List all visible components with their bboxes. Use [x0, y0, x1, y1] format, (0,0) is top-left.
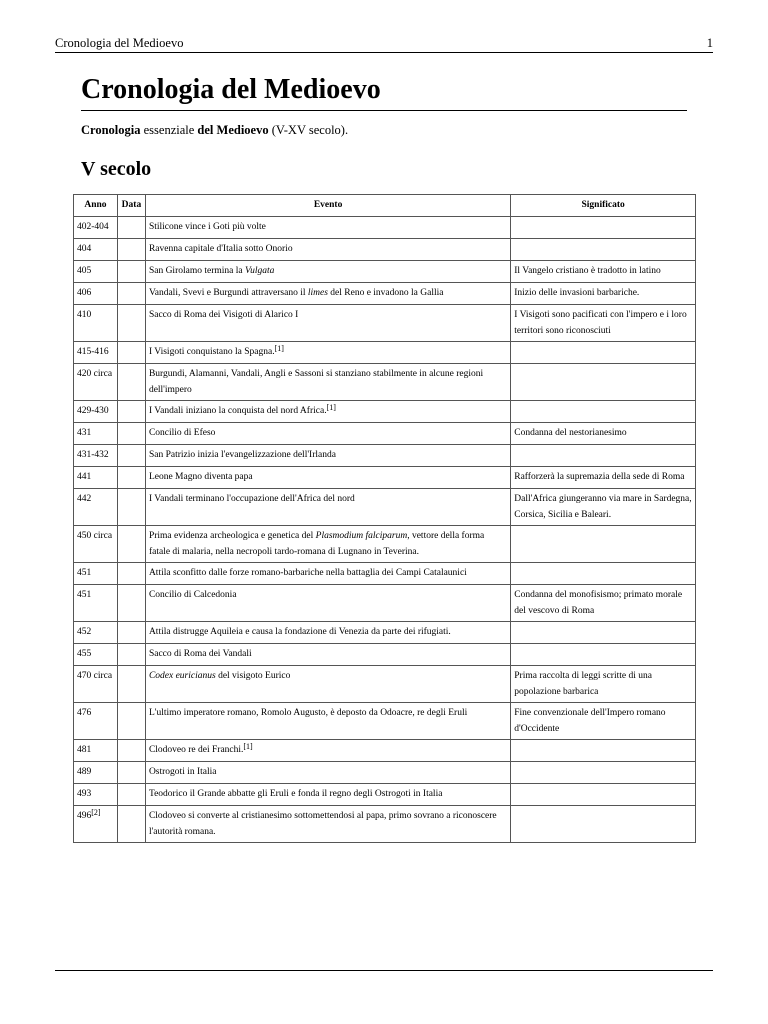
cell-anno: 404	[74, 239, 118, 261]
column-header-anno: Anno	[74, 195, 118, 217]
table-row	[74, 342, 696, 364]
cell-data	[117, 489, 145, 526]
cell-evento	[145, 666, 510, 703]
running-title: Cronologia del Medioevo	[55, 36, 184, 50]
table-row	[74, 666, 696, 703]
intro-range: (V-XV secolo).	[268, 123, 349, 137]
cell-anno: 405	[74, 261, 118, 283]
title-rule	[81, 110, 687, 111]
cell-evento: I Vandali terminano l'occupazione dell'Africa del nord	[145, 489, 510, 526]
table-row	[74, 622, 696, 644]
table-row	[74, 585, 696, 622]
table-row	[74, 305, 696, 342]
cell-evento: Ostrogoti in Italia	[145, 762, 510, 784]
table-row	[74, 644, 696, 666]
cell-anno: 450 circa	[74, 526, 118, 563]
cell-data	[117, 305, 145, 342]
cell-significato: Inizio delle invasioni barbariche.	[511, 283, 696, 305]
cell-data	[117, 740, 145, 762]
cell-data	[117, 563, 145, 585]
cell-evento: San Patrizio inizia l'evangelizzazione dell'Irlanda	[145, 445, 510, 467]
cell-significato	[511, 526, 696, 563]
cell-anno: 420 circa	[74, 364, 118, 401]
cell-evento: Stilicone vince i Goti più volte	[145, 217, 510, 239]
table-row	[74, 762, 696, 784]
column-header-significato: Significato	[511, 195, 696, 217]
cell-evento: Teodorico il Grande abbatte gli Eruli e fonda il regno degli Ostrogoti in Italia	[145, 784, 510, 806]
cell-data	[117, 467, 145, 489]
cell-data	[117, 445, 145, 467]
evento-text: Clodoveo re dei Franchi.	[148, 745, 244, 755]
column-header-evento: Evento	[145, 195, 510, 217]
cell-anno: 455	[74, 644, 118, 666]
table-row	[74, 261, 696, 283]
cell-evento: L'ultimo imperatore romano, Romolo Augusto, è deposto da Odoacre, re degli Eruli	[145, 703, 510, 740]
cell-significato: Rafforzerà la supremazia della sede di Roma	[511, 467, 696, 489]
cell-data	[117, 364, 145, 401]
cell-significato: Prima raccolta di leggi scritte di una popolazione barbarica	[511, 666, 696, 703]
cell-anno: 451	[74, 563, 118, 585]
evento-link-limes[interactable]: limes	[307, 288, 328, 298]
reference-link[interactable]: [1]	[243, 742, 253, 751]
cell-significato	[511, 622, 696, 644]
cell-data	[117, 703, 145, 740]
table-row	[74, 740, 696, 762]
cell-anno	[74, 806, 118, 843]
cell-significato	[511, 401, 696, 423]
table-row	[74, 489, 696, 526]
cell-data	[117, 342, 145, 364]
cell-significato: Il Vangelo cristiano è tradotto in latino	[511, 261, 696, 283]
intro-link-cronologia[interactable]: Cronologia	[81, 123, 141, 137]
cell-data	[117, 784, 145, 806]
cell-data	[117, 401, 145, 423]
cell-significato	[511, 563, 696, 585]
table-row	[74, 703, 696, 740]
table-row	[74, 423, 696, 445]
evento-link-plasmodium[interactable]: Plasmodium falciparum	[315, 531, 408, 541]
cell-anno: 452	[74, 622, 118, 644]
cell-significato	[511, 217, 696, 239]
cell-anno: 493	[74, 784, 118, 806]
cell-evento: Sacco di Roma dei Visigoti di Alarico I	[145, 305, 510, 342]
table-row	[74, 239, 696, 261]
cell-anno: 441	[74, 467, 118, 489]
column-header-data: Data	[117, 195, 145, 217]
cell-evento: Clodoveo si converte al cristianesimo sottomettendosi al papa, primo sovrano a riconoscere l'autorità romana.	[145, 806, 510, 843]
cell-evento	[145, 740, 510, 762]
cell-data	[117, 644, 145, 666]
page-title: Cronologia del Medioevo	[81, 74, 381, 105]
reference-link[interactable]: [1]	[326, 403, 336, 412]
table-row	[74, 563, 696, 585]
cell-evento: Sacco di Roma dei Vandali	[145, 644, 510, 666]
cell-data	[117, 423, 145, 445]
cell-evento: Leone Magno diventa papa	[145, 467, 510, 489]
cell-anno: 470 circa	[74, 666, 118, 703]
cell-significato	[511, 784, 696, 806]
table-row	[74, 806, 696, 843]
cell-evento: Attila distrugge Aquileia e causa la fondazione di Venezia da parte dei rifugiati.	[145, 622, 510, 644]
cell-anno: 451	[74, 585, 118, 622]
cell-data	[117, 585, 145, 622]
cell-anno: 402-404	[74, 217, 118, 239]
cell-data	[117, 261, 145, 283]
evento-link-codex[interactable]: Codex euricianus	[148, 671, 216, 681]
cell-significato	[511, 364, 696, 401]
cell-data	[117, 283, 145, 305]
table-row	[74, 401, 696, 423]
evento-link-vulgata[interactable]: Vulgata	[244, 266, 275, 276]
cell-data	[117, 622, 145, 644]
cell-evento: Concilio di Calcedonia	[145, 585, 510, 622]
table-row	[74, 217, 696, 239]
evento-text: del Reno e invadono la Gallia	[327, 288, 444, 298]
cell-anno: 410	[74, 305, 118, 342]
cell-significato	[511, 342, 696, 364]
cell-data	[117, 239, 145, 261]
cell-significato: I Visigoti sono pacificati con l'impero e i loro territori sono riconosciuti	[511, 305, 696, 342]
intro-paragraph	[81, 123, 348, 138]
cell-significato	[511, 740, 696, 762]
chronology-table	[73, 194, 696, 843]
anno-text: 496	[77, 811, 92, 821]
evento-text: del visigoto Eurico	[215, 671, 291, 681]
table-row	[74, 526, 696, 563]
evento-text: , vettore della forma fatale di malaria, nella necropoli tardo-romana di Lugnano in Teverina.	[148, 531, 485, 557]
cell-anno: 431-432	[74, 445, 118, 467]
section-heading: V secolo	[81, 158, 152, 180]
cell-evento: Ravenna capitale d'Italia sotto Onorio	[145, 239, 510, 261]
evento-text: San Girolamo termina la	[148, 266, 245, 276]
cell-anno: 431	[74, 423, 118, 445]
cell-evento: Concilio di Efeso	[145, 423, 510, 445]
evento-text: I Visigoti conquistano la Spagna.	[148, 347, 275, 357]
cell-data	[117, 217, 145, 239]
cell-anno: 429-430	[74, 401, 118, 423]
cell-anno: 415-416	[74, 342, 118, 364]
cell-significato: Condanna del nestorianesimo	[511, 423, 696, 445]
running-header	[55, 36, 713, 53]
cell-anno: 489	[74, 762, 118, 784]
reference-link[interactable]: [2]	[91, 808, 101, 817]
table-row	[74, 283, 696, 305]
cell-significato	[511, 806, 696, 843]
cell-data	[117, 762, 145, 784]
evento-text: I Vandali iniziano la conquista del nord Africa.	[148, 406, 327, 416]
cell-data	[117, 666, 145, 703]
intro-link-medioevo[interactable]: del Medioevo	[197, 123, 269, 137]
cell-anno: 481	[74, 740, 118, 762]
page-number: 1	[706, 36, 713, 50]
cell-significato: Condanna del monofisismo; primato morale del vescovo di Roma	[511, 585, 696, 622]
cell-significato	[511, 644, 696, 666]
cell-evento: Burgundi, Alamanni, Vandali, Angli e Sassoni si stanziano stabilmente in alcune regioni dell'impero	[145, 364, 510, 401]
cell-evento	[145, 261, 510, 283]
cell-evento	[145, 401, 510, 423]
cell-anno: 406	[74, 283, 118, 305]
table-row	[74, 445, 696, 467]
cell-data	[117, 526, 145, 563]
cell-evento	[145, 526, 510, 563]
cell-anno: 442	[74, 489, 118, 526]
cell-evento	[145, 342, 510, 364]
table-row	[74, 784, 696, 806]
intro-text: essenziale	[140, 123, 198, 137]
cell-significato: Dall'Africa giungeranno via mare in Sardegna, Corsica, Sicilia e Baleari.	[511, 489, 696, 526]
evento-text: Vandali, Svevi e Burgundi attraversano il	[148, 288, 308, 298]
cell-significato	[511, 445, 696, 467]
cell-evento: Attila sconfitto dalle forze romano-barbariche nella battaglia dei Campi Catalaunici	[145, 563, 510, 585]
cell-significato	[511, 239, 696, 261]
cell-evento	[145, 283, 510, 305]
cell-data	[117, 806, 145, 843]
table-row	[74, 364, 696, 401]
footer-rule	[55, 970, 713, 971]
reference-link[interactable]: [1]	[274, 344, 284, 353]
table-row	[74, 467, 696, 489]
table-header-row	[74, 195, 696, 217]
cell-significato	[511, 762, 696, 784]
cell-anno: 476	[74, 703, 118, 740]
evento-text: Prima evidenza archeologica e genetica del	[148, 531, 316, 541]
cell-significato: Fine convenzionale dell'Impero romano d'Occidente	[511, 703, 696, 740]
